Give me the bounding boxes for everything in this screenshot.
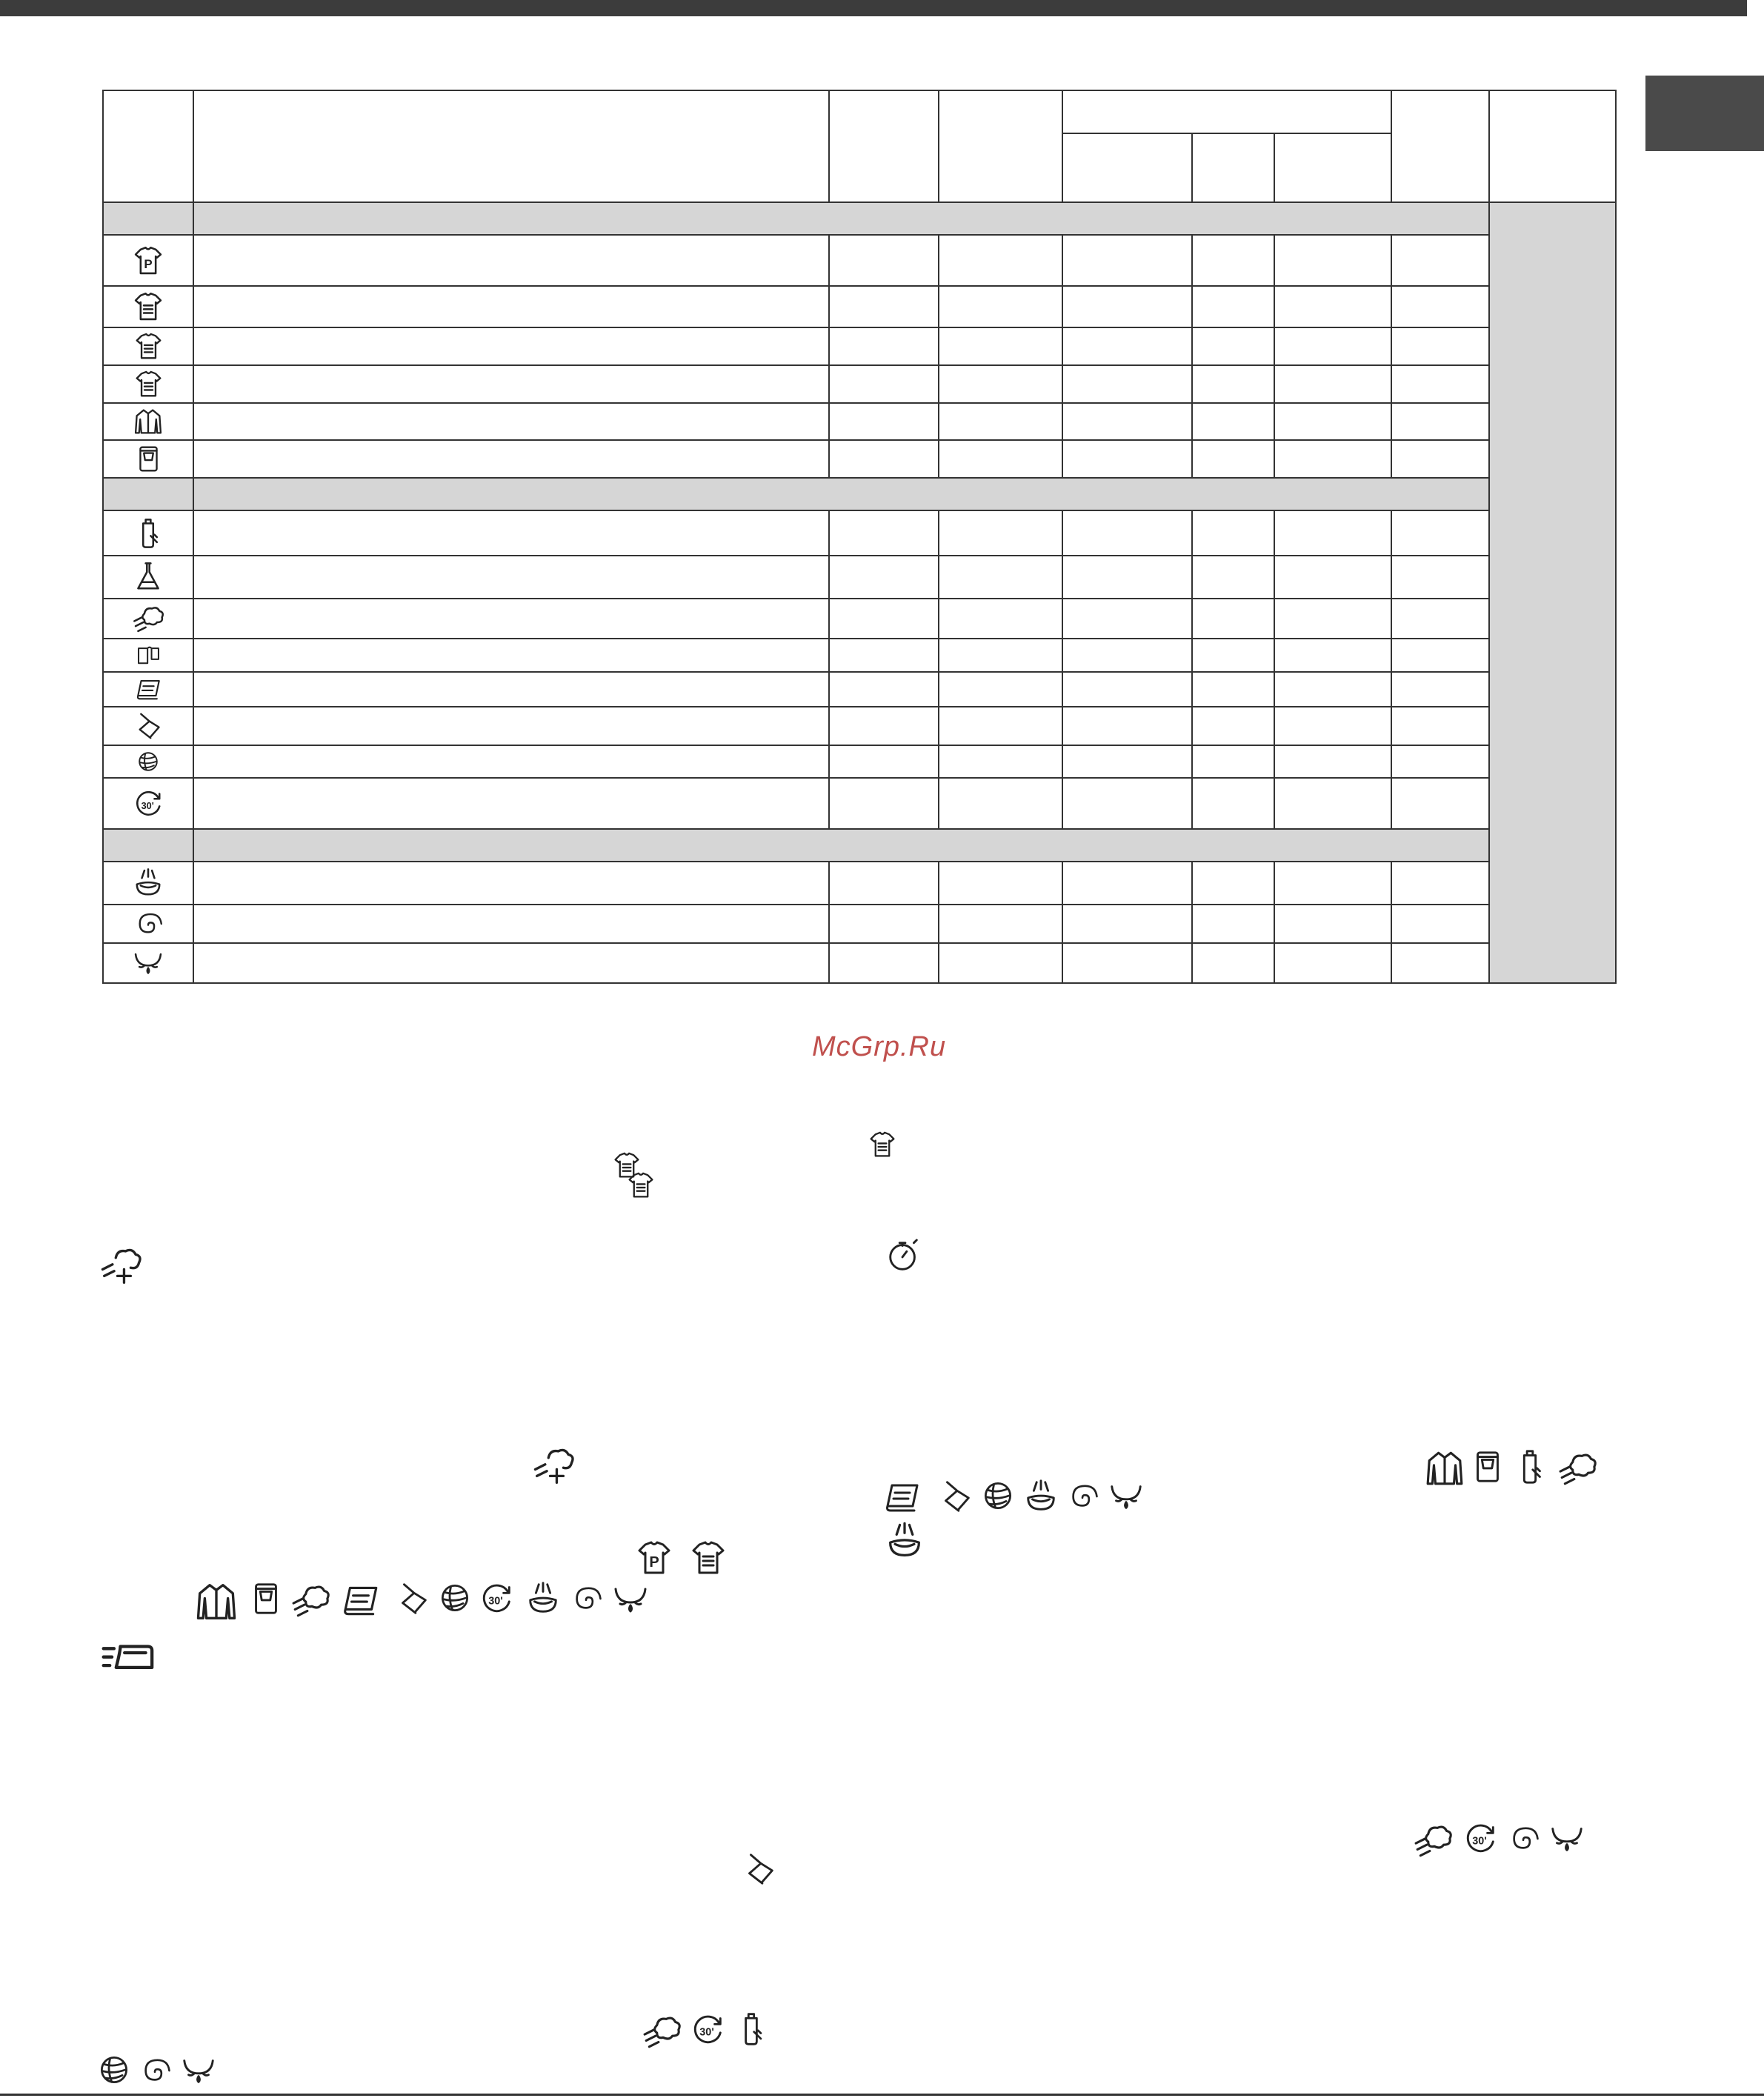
silk-scarf-icon xyxy=(394,1580,431,1617)
table-cell xyxy=(1391,599,1489,639)
header-cell xyxy=(1489,90,1616,202)
silk-scarf-icon xyxy=(937,1478,974,1515)
table-cell xyxy=(1391,365,1489,403)
table-cell xyxy=(939,862,1062,905)
towels-icon xyxy=(136,642,162,668)
table-cell xyxy=(193,745,829,778)
table-cell xyxy=(1192,943,1274,983)
table-row xyxy=(103,862,1616,905)
table-cell xyxy=(1062,672,1192,707)
table-cell xyxy=(939,510,1062,556)
programme-icon-cell xyxy=(103,639,193,672)
table-cell xyxy=(193,510,829,556)
header-cell xyxy=(939,90,1062,202)
section-header-row xyxy=(103,478,1616,510)
rinse-icon xyxy=(1022,1478,1059,1515)
table-cell xyxy=(1274,365,1391,403)
table-cell xyxy=(829,286,939,327)
programme-icon-cell xyxy=(103,235,193,286)
table-cell xyxy=(1192,745,1274,778)
drain-icon xyxy=(180,2052,217,2089)
steam-cloud-icon xyxy=(642,2011,682,2051)
programme-icon-cell xyxy=(103,943,193,983)
section-title-cell xyxy=(193,829,1489,862)
steam-cloud-icon xyxy=(290,1580,330,1620)
table-cell xyxy=(1062,639,1192,672)
header-cell xyxy=(1391,90,1489,202)
shirt-icon xyxy=(868,1130,897,1159)
table-cell xyxy=(939,235,1062,286)
baby-bottle-icon xyxy=(733,2011,769,2047)
table-cell xyxy=(1391,510,1489,556)
table-cell xyxy=(1274,862,1391,905)
table-cell xyxy=(193,327,829,365)
spin-icon xyxy=(569,1582,603,1616)
table-cell xyxy=(1274,745,1391,778)
table-cell xyxy=(1062,707,1192,745)
table-cell xyxy=(1192,672,1274,707)
steam-cloud-icon xyxy=(1557,1448,1597,1488)
table-cell xyxy=(1062,862,1192,905)
table-cell xyxy=(1391,672,1489,707)
table-cell xyxy=(939,943,1062,983)
table-row xyxy=(103,905,1616,943)
table-cell xyxy=(193,778,829,829)
rinse-icon xyxy=(132,867,164,899)
table-cell xyxy=(193,905,829,943)
table-cell xyxy=(939,672,1062,707)
programme-icon-cell xyxy=(103,286,193,327)
rinse-icon xyxy=(884,1520,925,1562)
table-cell xyxy=(193,286,829,327)
baby-bottle-icon xyxy=(132,517,164,550)
table-row xyxy=(103,599,1616,639)
spin-icon xyxy=(133,908,164,939)
table-cell xyxy=(1062,235,1192,286)
table-cell xyxy=(1391,905,1489,943)
table-cell xyxy=(939,403,1062,440)
table-cell xyxy=(939,639,1062,672)
table-cell xyxy=(1391,440,1489,478)
table-cell xyxy=(193,943,829,983)
table-cell xyxy=(829,599,939,639)
header-cell xyxy=(1062,133,1192,202)
table-cell xyxy=(1062,599,1192,639)
table-cell xyxy=(829,403,939,440)
section-title-cell xyxy=(193,202,1489,235)
programme-icon-cell xyxy=(103,778,193,829)
header-cell xyxy=(1062,90,1391,133)
table-cell xyxy=(939,440,1062,478)
table-cell xyxy=(1391,403,1489,440)
table-cell xyxy=(829,440,939,478)
section-cell xyxy=(103,829,193,862)
mix-30-icon xyxy=(689,2011,726,2048)
table-cell xyxy=(1274,707,1391,745)
timer-icon xyxy=(885,1237,922,1274)
mix-30-icon xyxy=(478,1580,515,1617)
svg-text:30': 30' xyxy=(488,1595,503,1608)
shirt-icon xyxy=(626,1170,656,1200)
table-cell xyxy=(829,943,939,983)
table-cell xyxy=(193,707,829,745)
table-cell xyxy=(829,707,939,745)
shirt-icon xyxy=(133,369,164,399)
shirt-p-icon xyxy=(635,1539,673,1577)
table-cell xyxy=(1391,286,1489,327)
programme-icon-cell xyxy=(103,862,193,905)
programme-icon-cell xyxy=(103,556,193,599)
jeans-icon xyxy=(1469,1448,1506,1485)
header-cell xyxy=(1192,133,1274,202)
table-cell xyxy=(1062,286,1192,327)
table-row xyxy=(103,327,1616,365)
programme-icon-cell xyxy=(103,403,193,440)
header-cell xyxy=(193,90,829,202)
table-cell xyxy=(193,235,829,286)
shirt-icon xyxy=(133,331,164,362)
table-row xyxy=(103,672,1616,707)
table-cell xyxy=(1192,510,1274,556)
table-cell xyxy=(829,639,939,672)
table-cell xyxy=(1062,403,1192,440)
table-cell xyxy=(1062,556,1192,599)
table-cell xyxy=(193,365,829,403)
table-cell xyxy=(1062,943,1192,983)
programme-icon-cell xyxy=(103,745,193,778)
table-cell xyxy=(939,905,1062,943)
programme-icon-cell xyxy=(103,327,193,365)
table-cell xyxy=(939,707,1062,745)
table-cell xyxy=(193,639,829,672)
jacket-icon xyxy=(195,1580,238,1623)
programme-icon-cell xyxy=(103,599,193,639)
table-cell xyxy=(1192,365,1274,403)
table-cell xyxy=(829,510,939,556)
jacket-icon xyxy=(1425,1448,1465,1488)
programme-table xyxy=(102,90,1617,984)
table-row xyxy=(103,403,1616,440)
table-cell xyxy=(939,327,1062,365)
table-cell xyxy=(1391,745,1489,778)
table-cell xyxy=(1274,440,1391,478)
table-cell xyxy=(1274,403,1391,440)
table-cell xyxy=(829,365,939,403)
table-cell xyxy=(1274,599,1391,639)
section-cell xyxy=(103,202,193,235)
table-cell xyxy=(939,745,1062,778)
section-header-row xyxy=(103,202,1616,235)
table-cell xyxy=(1062,365,1192,403)
watermark: McGrp.Ru xyxy=(812,1031,947,1062)
silk-scarf-icon xyxy=(741,1851,778,1888)
table-cell xyxy=(1192,905,1274,943)
table-cell xyxy=(1062,327,1192,365)
table-cell xyxy=(1062,510,1192,556)
blanket-icon xyxy=(341,1580,381,1620)
table-row xyxy=(103,707,1616,745)
table-cell xyxy=(193,440,829,478)
table-cell xyxy=(939,778,1062,829)
table-row xyxy=(103,440,1616,478)
table-cell xyxy=(193,556,829,599)
mix-30-icon xyxy=(132,787,164,820)
table-cell xyxy=(1192,707,1274,745)
programme-icon-cell xyxy=(103,905,193,943)
wool-ball-icon xyxy=(437,1580,473,1616)
section-cell xyxy=(103,478,193,510)
table-cell xyxy=(1192,556,1274,599)
table-cell xyxy=(1274,235,1391,286)
iron-icon xyxy=(99,1625,154,1680)
table-cell xyxy=(1391,862,1489,905)
baby-bottle-icon xyxy=(1511,1448,1548,1485)
steam-plus-icon xyxy=(532,1445,575,1488)
programme-icon-cell xyxy=(103,672,193,707)
table-cell xyxy=(1391,327,1489,365)
jacket-icon xyxy=(133,407,163,436)
wool-ball-icon xyxy=(96,2052,132,2088)
table-cell xyxy=(1192,862,1274,905)
jeans-icon xyxy=(133,444,164,474)
header-cell xyxy=(103,90,193,202)
table-cell xyxy=(1391,235,1489,286)
table-cell xyxy=(1274,943,1391,983)
svg-text:30': 30' xyxy=(699,2026,714,2039)
table-cell xyxy=(1274,286,1391,327)
table-row xyxy=(103,943,1616,983)
steam-cloud-icon xyxy=(132,602,164,635)
silk-scarf-icon xyxy=(133,710,164,742)
table-cell xyxy=(1192,403,1274,440)
table-cell xyxy=(1274,905,1391,943)
table-cell xyxy=(1192,440,1274,478)
flask-icon xyxy=(132,561,164,593)
bottom-rule xyxy=(0,2094,1764,2096)
table-cell xyxy=(1192,286,1274,327)
table-cell xyxy=(1274,672,1391,707)
table-cell xyxy=(1274,327,1391,365)
table-row xyxy=(103,235,1616,286)
table-cell xyxy=(1274,556,1391,599)
section-header-row xyxy=(103,829,1616,862)
table-cell xyxy=(1062,440,1192,478)
table-cell xyxy=(939,365,1062,403)
steam-cloud-icon xyxy=(1413,1820,1453,1860)
notes-column-cell xyxy=(1489,202,1616,983)
table-row xyxy=(103,556,1616,599)
blanket-icon xyxy=(135,676,162,703)
spin-icon xyxy=(1065,1479,1099,1513)
drain-icon xyxy=(132,947,164,979)
table-cell xyxy=(939,556,1062,599)
table-cell xyxy=(1192,327,1274,365)
table-cell xyxy=(829,905,939,943)
table-cell xyxy=(1391,556,1489,599)
header-cell xyxy=(1274,133,1391,202)
spin-icon xyxy=(1506,1822,1540,1856)
table-cell xyxy=(1274,510,1391,556)
table-cell xyxy=(1192,235,1274,286)
table-row xyxy=(103,639,1616,672)
shirt-icon xyxy=(689,1539,728,1577)
table-cell xyxy=(829,778,939,829)
svg-text:P: P xyxy=(144,256,153,271)
programme-icon-cell xyxy=(103,707,193,745)
wool-ball-icon xyxy=(136,749,161,774)
table-cell xyxy=(829,672,939,707)
table-cell xyxy=(1391,707,1489,745)
table-cell xyxy=(193,672,829,707)
table-cell xyxy=(1391,943,1489,983)
table-cell xyxy=(1062,905,1192,943)
table-cell xyxy=(829,745,939,778)
table-cell xyxy=(939,286,1062,327)
programme-icon-cell xyxy=(103,510,193,556)
svg-text:30': 30' xyxy=(1472,1835,1487,1848)
table-cell xyxy=(829,327,939,365)
table-cell xyxy=(1391,778,1489,829)
table-cell xyxy=(193,403,829,440)
blanket-icon xyxy=(883,1478,922,1516)
table-row xyxy=(103,745,1616,778)
table-cell xyxy=(1274,639,1391,672)
table-cell xyxy=(1062,778,1192,829)
table-cell xyxy=(193,599,829,639)
table-row xyxy=(103,778,1616,829)
table-cell xyxy=(1192,639,1274,672)
table-row xyxy=(103,510,1616,556)
table-cell xyxy=(1192,599,1274,639)
table-cell xyxy=(1192,778,1274,829)
svg-text:30': 30' xyxy=(141,800,154,811)
wool-ball-icon xyxy=(980,1478,1016,1513)
jeans-icon xyxy=(247,1580,284,1617)
programme-icon-cell xyxy=(103,440,193,478)
table-cell xyxy=(1274,778,1391,829)
table-cell xyxy=(829,235,939,286)
rinse-icon xyxy=(525,1580,562,1617)
section-title-cell xyxy=(193,478,1489,510)
language-tab xyxy=(1645,76,1764,151)
table-cell xyxy=(1391,639,1489,672)
table-cell xyxy=(829,556,939,599)
drain-icon xyxy=(611,1580,650,1619)
spin-icon xyxy=(138,2054,172,2088)
table-cell xyxy=(829,862,939,905)
drain-icon xyxy=(1548,1820,1585,1857)
programme-icon-cell xyxy=(103,365,193,403)
top-bar xyxy=(0,0,1747,16)
drain-icon xyxy=(1108,1478,1145,1515)
svg-text:P: P xyxy=(649,1554,659,1571)
table-header-row xyxy=(103,90,1616,133)
table-row xyxy=(103,286,1616,327)
table-row xyxy=(103,365,1616,403)
header-cell xyxy=(829,90,939,202)
mix-30-icon xyxy=(1462,1820,1499,1857)
steam-plus-icon xyxy=(99,1245,142,1288)
shirt-p-icon xyxy=(132,244,164,277)
shirt-icon xyxy=(132,290,164,323)
table-cell xyxy=(1062,745,1192,778)
table-cell xyxy=(939,599,1062,639)
table-cell xyxy=(193,862,829,905)
